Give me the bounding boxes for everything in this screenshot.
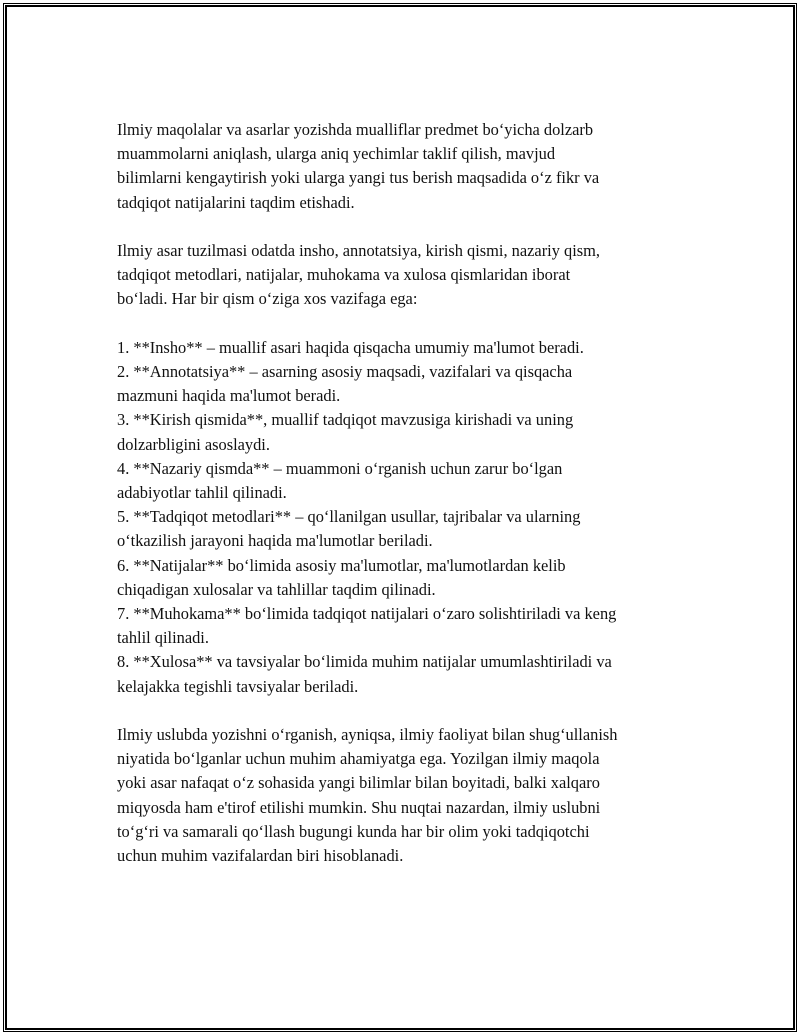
structure-paragraph: Ilmiy asar tuzilmasi odatda insho, annotatsiya, kirish qismi, nazariy qism, tadqiqot metodlari, natijalar, muhokama va xulosa qismlaridan iborat bo‘ladi. Har bir qism o‘ziga xos vazifaga ega: [117, 241, 600, 309]
list-item: 3. **Kirish qismida**, muallif tadqiqot mavzusiga kirishadi va uning dolzarbligini asoslaydi. [117, 410, 574, 454]
sections-list [117, 336, 717, 699]
list-item: 2. **Annotatsiya** – asarning asosiy maqsadi, vazifalari va qisqacha mazmuni haqida ma'lumot beradi. [117, 362, 573, 406]
intro-paragraph: Ilmiy maqolalar va asarlar yozishda mualliflar predmet bo‘yicha dolzarb muammolarni aniqlash, ularga aniq yechimlar taklif qilish, mavjud bilimlarni kengaytirish yoki ularga yangi tus berish maqsadida o‘z fikr va tadqiqot natijalarini taqdim etishadi. [117, 120, 600, 212]
list-item: 5. **Tadqiqot metodlari** – qo‘llanilgan usullar, tajribalar va ularning o‘tkazilish jarayoni haqida ma'lumotlar beriladi. [117, 507, 581, 551]
list-item: 8. **Xulosa** va tavsiyalar bo‘limida muhim natijalar umumlashtiriladi va kelajakka tegishli tavsiyalar beriladi. [117, 652, 612, 696]
closing-paragraph: Ilmiy uslubda yozishni o‘rganish, ayniqsa, ilmiy faoliyat bilan shug‘ullanish niyatida bo‘lganlar uchun muhim ahamiyatga ega. Yozilgan ilmiy maqola yoki asar nafaqat o‘z sohasida yangi bilimlar bilan boyitadi, balki xalqaro miqyosda ham e'tirof etilishi mumkin. Shu nuqtai nazardan, ilmiy uslubni to‘g‘ri va samarali qo‘llash bugungi kunda har bir olim yoki tadqiqotchi uchun muhim vazifalardan biri hisoblanadi. [117, 725, 618, 866]
list-item: 1. **Insho** – muallif asari haqida qisqacha umumiy ma'lumot beradi. [117, 337, 584, 357]
list-item: 7. **Muhokama** bo‘limida tadqiqot natijalari o‘zaro solishtiriladi va keng tahlil qilinadi. [117, 604, 617, 648]
list-item: 6. **Natijalar** bo‘limida asosiy ma'lumotlar, ma'lumotlardan kelib chiqadigan xulosalar va tahlillar taqdim qilinadi. [117, 555, 566, 599]
list-item: 4. **Nazariy qismda** – muammoni o‘rganish uchun zarur bo‘lgan adabiyotlar tahlil qilinadi. [117, 458, 563, 503]
document-body [117, 118, 717, 892]
